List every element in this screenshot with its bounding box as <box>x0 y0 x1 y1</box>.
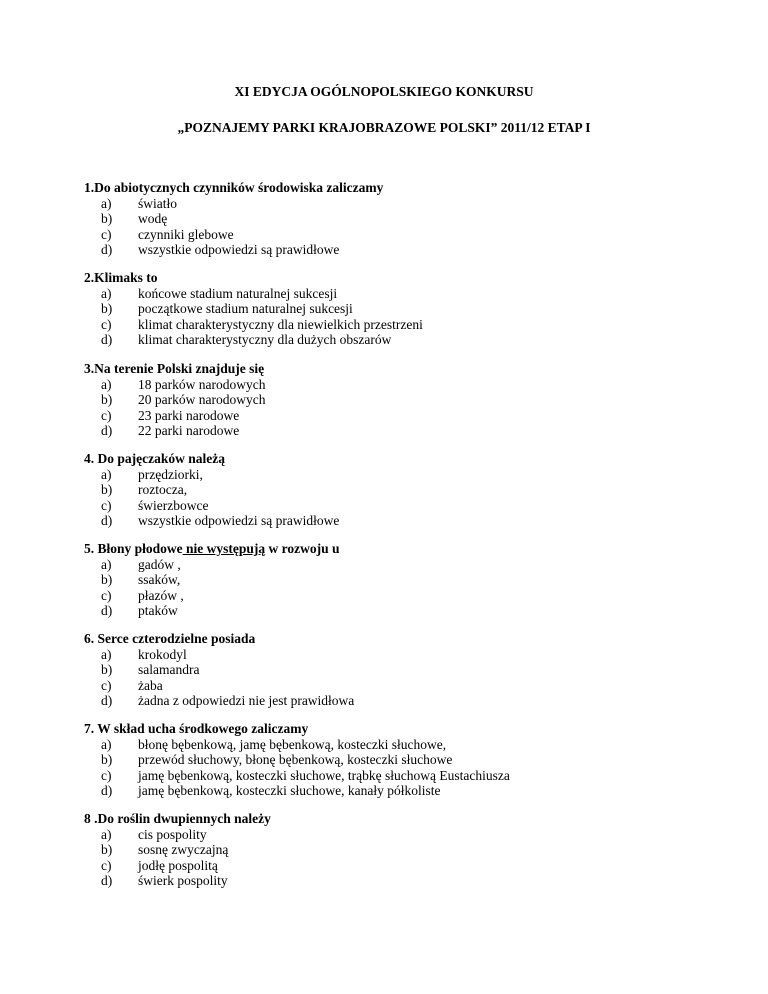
question-title: 6. Serce czterodzielne posiada <box>84 631 256 646</box>
option-letter: d) <box>101 513 113 528</box>
option-letter: c) <box>101 407 112 423</box>
option-letter: b) <box>101 211 113 226</box>
answer-option <box>84 647 724 663</box>
answer-option <box>84 768 724 784</box>
option-text: ptaków <box>138 603 178 618</box>
option-text: ssaków, <box>138 572 181 587</box>
answer-option <box>84 873 724 889</box>
answer-option <box>84 827 724 843</box>
option-letter: d) <box>101 242 113 257</box>
option-letter: c) <box>101 857 112 873</box>
answer-option <box>84 513 724 529</box>
option-letter: c) <box>101 316 112 332</box>
answer-option <box>84 678 724 694</box>
option-text: gadów , <box>138 556 181 572</box>
option-text: żaba <box>138 677 163 693</box>
question-title-underlined: nie występują <box>182 541 266 556</box>
option-letter: d) <box>101 783 113 798</box>
question-title: 3.Na terenie Polski znajduje się <box>84 361 265 376</box>
question-8 <box>84 811 724 889</box>
option-letter: a) <box>101 646 112 662</box>
answer-option <box>84 227 724 243</box>
option-text: końcowe stadium naturalnej sukcesji <box>138 285 338 301</box>
option-letter: b) <box>101 301 113 316</box>
option-letter: b) <box>101 662 113 677</box>
answer-option <box>84 408 724 424</box>
option-text: 23 parki narodowe <box>138 407 240 423</box>
option-text: wodę <box>138 211 168 226</box>
question-title-start: 5. Błony płodowe <box>84 541 183 556</box>
question-title <box>84 541 724 557</box>
question-7 <box>84 721 724 799</box>
option-letter: d) <box>101 332 113 347</box>
option-letter: c) <box>101 497 112 513</box>
option-text: 18 parków narodowych <box>138 376 266 392</box>
option-text: klimat charakterystyczny dla dużych obszarów <box>138 332 392 347</box>
question-5 <box>84 541 724 619</box>
answer-option <box>84 752 724 768</box>
answer-option <box>84 482 724 498</box>
answer-option <box>84 498 724 514</box>
contest-subtitle: „POZNAJEMY PARKI KRAJOBRAZOWE POLSKI” 2011/12 ETAP I <box>177 120 591 135</box>
option-text: wszystkie odpowiedzi są prawidłowe <box>138 513 340 528</box>
question-title: 2.Klimaks to <box>84 270 158 285</box>
option-text: jodłę pospolitą <box>138 857 218 873</box>
option-letter: a) <box>101 736 112 752</box>
answer-option <box>84 693 724 709</box>
answer-option <box>84 301 724 317</box>
answer-option <box>84 377 724 393</box>
answer-option <box>84 783 724 799</box>
option-text: sosnę zwyczajną <box>138 842 229 857</box>
answer-option <box>84 603 724 619</box>
option-text: krokodyl <box>138 646 187 662</box>
option-text: błonę bębenkową, jamę bębenkową, kosteczki słuchowe, <box>138 736 447 752</box>
option-letter: c) <box>101 226 112 242</box>
answer-option <box>84 392 724 408</box>
option-letter: a) <box>101 195 112 211</box>
option-text: czynniki glebowe <box>138 226 234 242</box>
option-letter: d) <box>101 693 113 708</box>
option-letter: d) <box>101 603 113 618</box>
option-text: 20 parków narodowych <box>138 392 266 407</box>
option-letter: b) <box>101 752 113 767</box>
question-title-end: w rozwoju u <box>265 541 340 556</box>
option-letter: d) <box>101 423 113 438</box>
option-letter: b) <box>101 482 113 497</box>
option-letter: b) <box>101 842 113 857</box>
answer-option <box>84 242 724 258</box>
answer-option <box>84 572 724 588</box>
option-text: przędziorki, <box>138 466 203 482</box>
question-6 <box>84 631 724 709</box>
option-text: jamę bębenkową, kosteczki słuchowe, kanały półkoliste <box>138 783 441 798</box>
question-4 <box>84 451 724 529</box>
option-letter: c) <box>101 587 112 603</box>
option-letter: a) <box>101 826 112 842</box>
option-letter: c) <box>101 767 112 783</box>
option-letter: b) <box>101 392 113 407</box>
option-text: salamandra <box>138 662 200 677</box>
answer-option <box>84 423 724 439</box>
answer-option <box>84 467 724 483</box>
answer-option <box>84 842 724 858</box>
question-title: 8 .Do roślin dwupiennych należy <box>84 811 271 826</box>
question-3 <box>84 361 724 439</box>
answer-option <box>84 557 724 573</box>
option-letter: a) <box>101 376 112 392</box>
option-text: żadna z odpowiedzi nie jest prawidłowa <box>138 693 355 708</box>
answer-option <box>84 858 724 874</box>
option-text: 22 parki narodowe <box>138 423 240 438</box>
answer-option <box>84 332 724 348</box>
option-letter: a) <box>101 285 112 301</box>
option-letter: d) <box>101 873 113 888</box>
option-text: świerk pospolity <box>138 873 228 888</box>
question-title: 7. W skład ucha środkowego zaliczamy <box>84 721 309 736</box>
option-text: klimat charakterystyczny dla niewielkich przestrzeni <box>138 316 423 332</box>
answer-option <box>84 662 724 678</box>
answer-option <box>84 211 724 227</box>
option-text: wszystkie odpowiedzi są prawidłowe <box>138 242 340 257</box>
option-text: świerzbowce <box>138 497 209 513</box>
answer-option <box>84 286 724 302</box>
question-title: 4. Do pajęczaków należą <box>84 451 225 466</box>
option-letter: a) <box>101 466 112 482</box>
option-text: światło <box>138 195 177 211</box>
option-text: cis pospolity <box>138 826 207 842</box>
option-text: jamę bębenkową, kosteczki słuchowe, trąbkę słuchową Eustachiusza <box>138 767 510 783</box>
answer-option <box>84 737 724 753</box>
question-title: 1.Do abiotycznych czynników środowiska zaliczamy <box>84 180 384 195</box>
option-text: płazów , <box>138 587 184 603</box>
option-text: przewód słuchowy, błonę bębenkową, kosteczki słuchowe <box>138 752 453 767</box>
answer-option <box>84 196 724 212</box>
contest-title: XI EDYCJA OGÓLNOPOLSKIEGO KONKURSU <box>234 84 534 99</box>
question-2 <box>84 270 724 348</box>
option-text: roztocza, <box>138 482 188 497</box>
option-letter: c) <box>101 677 112 693</box>
answer-option <box>84 588 724 604</box>
option-letter: a) <box>101 556 112 572</box>
answer-option <box>84 317 724 333</box>
option-letter: b) <box>101 572 113 587</box>
option-text: początkowe stadium naturalnej sukcesji <box>138 301 353 316</box>
question-1 <box>84 180 724 258</box>
